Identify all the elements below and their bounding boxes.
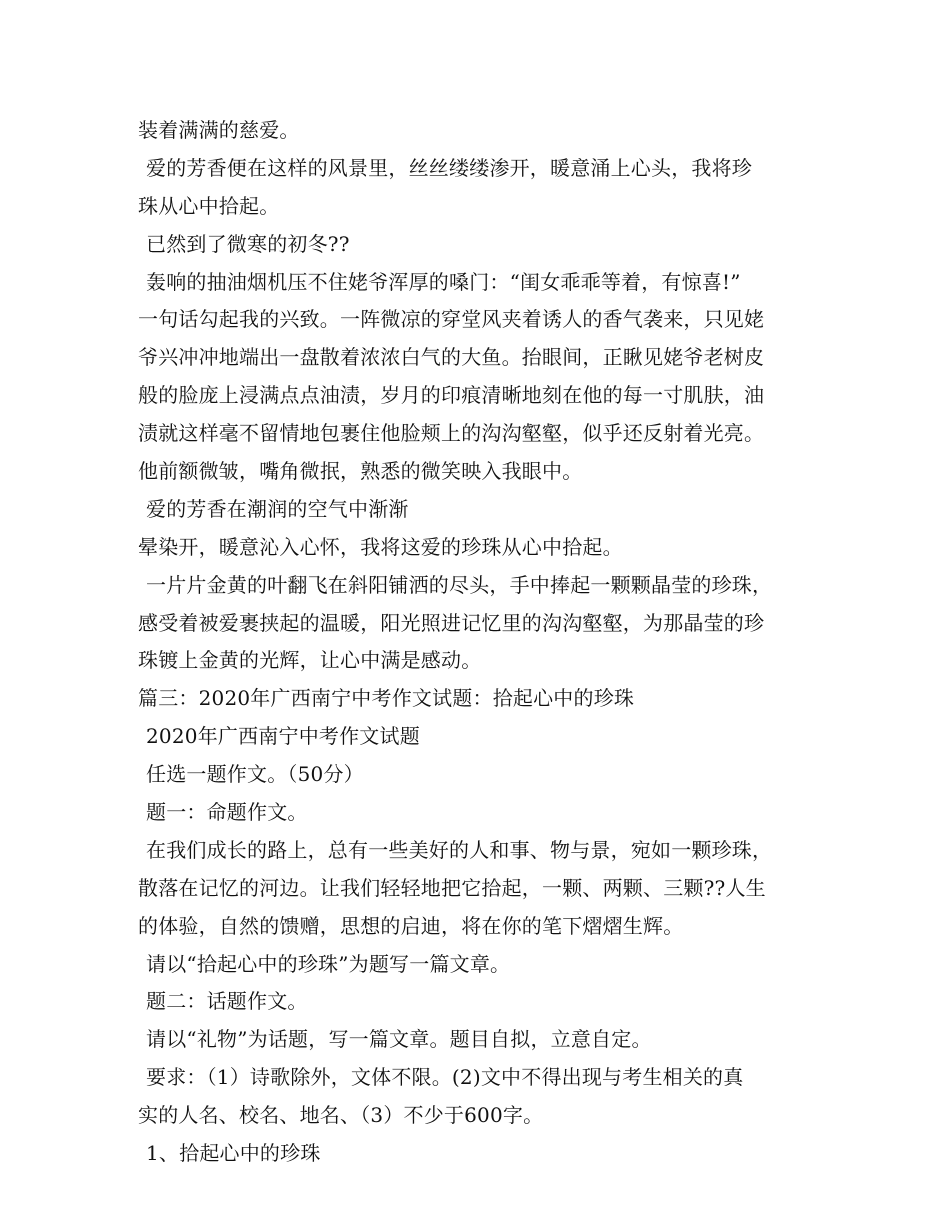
text-line: 晕染开，暖意沁入心怀，我将这爱的珍珠从心中拾起。 xyxy=(138,534,623,559)
text-line: 任选一题作文。（50分） xyxy=(146,762,364,787)
text-line: 爱的芳香便在这样的风景里，丝丝缕缕渗开，暖意涌上心头，我将珍 xyxy=(146,155,752,180)
text-line: 2020年广西南宁中考作文试题 xyxy=(146,724,420,749)
section-heading: 篇三：2020年广西南宁中考作文试题：拾起心中的珍珠 xyxy=(138,686,635,711)
text-line: 般的脸庞上浸满点点油渍，岁月的印痕清晰地刻在他的每一寸肌肤，油 xyxy=(138,383,765,408)
text-line: 题一：命题作文。 xyxy=(146,800,308,825)
text-line: 一片片金黄的叶翻飞在斜阳铺洒的尽头，手中捧起一颗颗晶莹的珍珠， xyxy=(146,572,773,597)
text-line: 请以“拾起心中的珍珠”为题写一篇文章。 xyxy=(146,951,511,976)
document-body xyxy=(138,112,838,1173)
text-line: 在我们成长的路上，总有一些美好的人和事、物与景，宛如一颗珍珠， xyxy=(146,837,773,862)
text-line: 感受着被爱裹挟起的温暖，阳光照进记忆里的沟沟壑壑，为那晶莹的珍 xyxy=(138,610,765,635)
text-line: 爷兴冲冲地端出一盘散着浓浓白气的大鱼。抬眼间，正瞅见姥爷老树皮 xyxy=(138,345,765,370)
text-line: 爱的芳香在潮润的空气中渐渐 xyxy=(146,496,409,521)
text-line: 轰响的抽油烟机压不住姥爷浑厚的嗓门：“闺女乖乖等着，有惊喜!” xyxy=(146,269,741,294)
text-line: 1、拾起心中的珍珠 xyxy=(146,1141,321,1166)
text-line: 要求：（1）诗歌除外，文体不限。(2)文中不得出现与考生相关的真 xyxy=(146,1065,744,1090)
text-line: 实的人名、校名、地名、（3）不少于600字。 xyxy=(138,1103,544,1128)
text-line: 一句话勾起我的兴致。一阵微凉的穿堂风夹着诱人的香气袭来，只见姥 xyxy=(138,307,765,332)
text-line: 珠从心中拾起。 xyxy=(138,193,280,218)
text-line: 珠镀上金黄的光辉，让心中满是感动。 xyxy=(138,648,482,673)
text-line: 已然到了微寒的初冬?? xyxy=(146,231,350,256)
text-line: 他前额微皱，嘴角微抿，熟悉的微笑映入我眼中。 xyxy=(138,459,583,484)
text-line: 装着满满的慈爱。 xyxy=(138,118,300,142)
text-line: 渍就这样毫不留情地包裹住他脸颊上的沟沟壑壑，似乎还反射着光亮。 xyxy=(138,421,765,446)
text-line: 请以“礼物”为话题，写一篇文章。题目自拟，立意自定。 xyxy=(146,1027,652,1052)
text-line: 题二：话题作文。 xyxy=(146,989,308,1014)
text-line: 的体验，自然的馈赠，思想的启迪，将在你的笔下熠熠生辉。 xyxy=(138,913,684,938)
text-line: 散落在记忆的河边。让我们轻轻地把它拾起，一颗、两颗、三颗??人生 xyxy=(138,875,766,900)
